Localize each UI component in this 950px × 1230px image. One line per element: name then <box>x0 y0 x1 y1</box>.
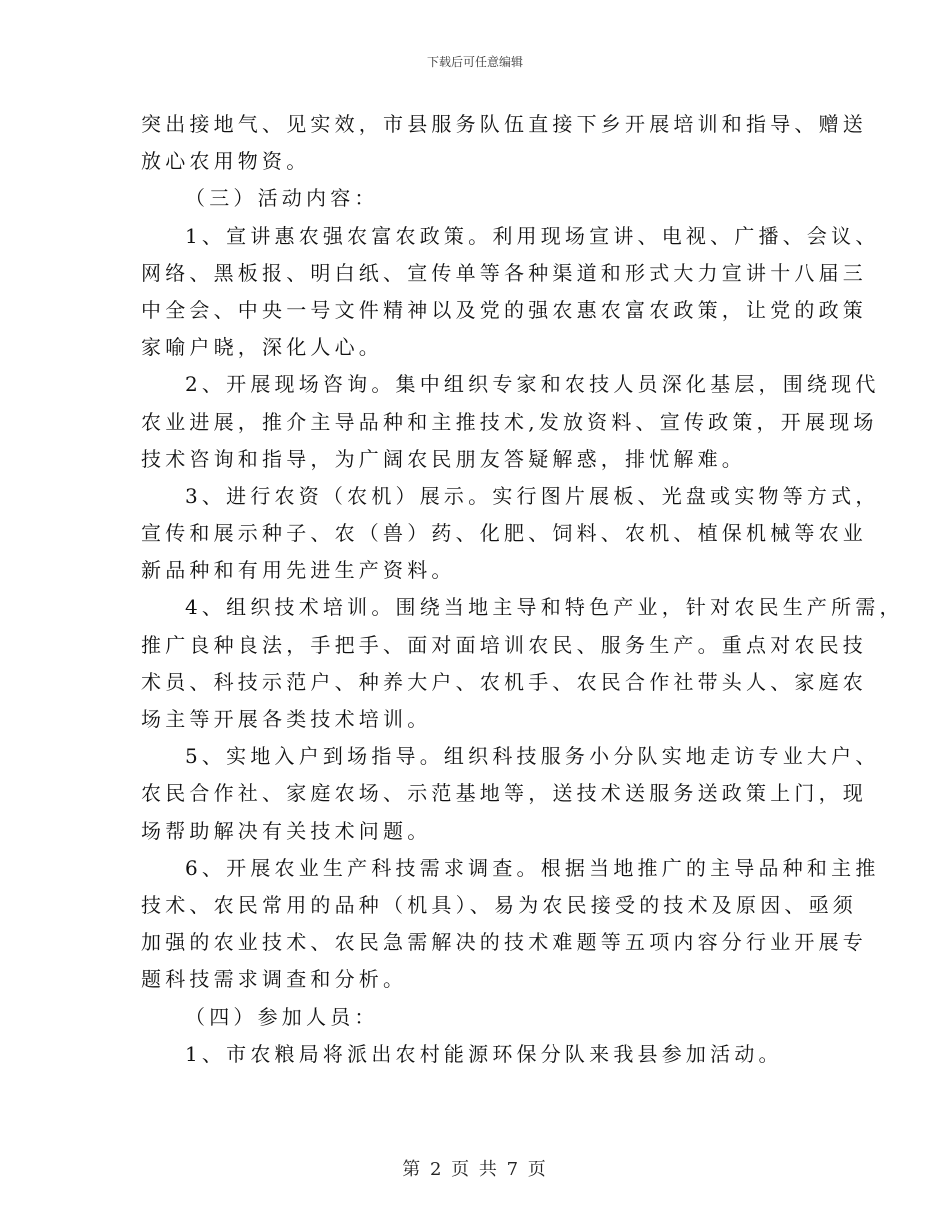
paragraph-line: 技术、农民常用的品种（机具）、易为农民接受的技术及原因、亟须 <box>141 892 857 917</box>
paragraph-line: 放心农用物资。 <box>141 149 311 174</box>
page-footer: 第 2 页 共 7 页 <box>402 1159 548 1180</box>
paragraph-line: 场主等开展各类技术培训。 <box>141 707 432 731</box>
paragraph-line: 3、进行农资（农机）展示。实行图片展板、光盘或实物等方式， <box>185 483 880 508</box>
paragraph-line: 1、市农粮局将派出农村能源环保分队来我县参加活动。 <box>185 1041 783 1066</box>
paragraph-line: 场帮助解决有关技术问题。 <box>141 818 432 843</box>
paragraph-line: 6、开展农业生产科技需求调查。根据当地推广的主导品种和主推 <box>185 855 880 880</box>
paragraph-line: 农业进展，推介主导品种和主推技术,发放资料、宣传政策，开展现场 <box>141 409 878 434</box>
section-heading: （三）活动内容： <box>185 186 379 211</box>
paragraph-line: 技术咨询和指导，为广阔农民朋友答疑解惑，排忧解难。 <box>141 446 746 471</box>
page-header: 下载后可任意编辑 <box>426 55 523 69</box>
paragraph-line: 家喻户晓，深化人心。 <box>141 335 383 360</box>
document-body <box>141 106 904 1073</box>
paragraph-line: 题科技需求调查和分析。 <box>141 967 408 992</box>
paragraph-line: 农民合作社、家庭农场、示范基地等，送技术送服务送政策上门，现 <box>141 781 867 806</box>
paragraph-line: 2、开展现场咨询。集中组织专家和农技人员深化基层，围绕现代 <box>185 372 880 397</box>
paragraph-line: 宣传和展示种子、农（兽）药、化肥、饲料、农机、植保机械等农业 <box>141 521 867 546</box>
paragraph-line: 加强的农业技术、农民急需解决的技术难题等五项内容分行业开展专 <box>141 930 867 955</box>
paragraph-line: 4、组织技术培训。围绕当地主导和特色产业，针对农民生产所需， <box>185 595 904 620</box>
paragraph-line: 中全会、中央一号文件精神以及党的强农惠农富农政策，让党的政策 <box>141 297 867 322</box>
paragraph-line: 推广良种良法，手把手、面对面培训农民、服务生产。重点对农民技 <box>141 632 867 657</box>
paragraph-line: 术员、科技示范户、种养大户、农机手、农民合作社带头人、家庭农 <box>141 669 867 694</box>
paragraph-line: 1、宣讲惠农强农富农政策。利用现场宣讲、电视、广播、会议、 <box>185 223 880 248</box>
paragraph-line: 网络、黑板报、明白纸、宣传单等各种渠道和形式大力宣讲十八届三 <box>141 260 867 285</box>
section-heading: （四）参加人员： <box>185 1004 379 1029</box>
paragraph-line: 新品种和有用先进生产资料。 <box>141 558 456 583</box>
paragraph-line: 5、实地入户到场指导。组织科技服务小分队实地走访专业大户、 <box>185 744 880 769</box>
paragraph-line: 突出接地气、见实效，市县服务队伍直接下乡开展培训和指导、赠送 <box>141 112 867 136</box>
